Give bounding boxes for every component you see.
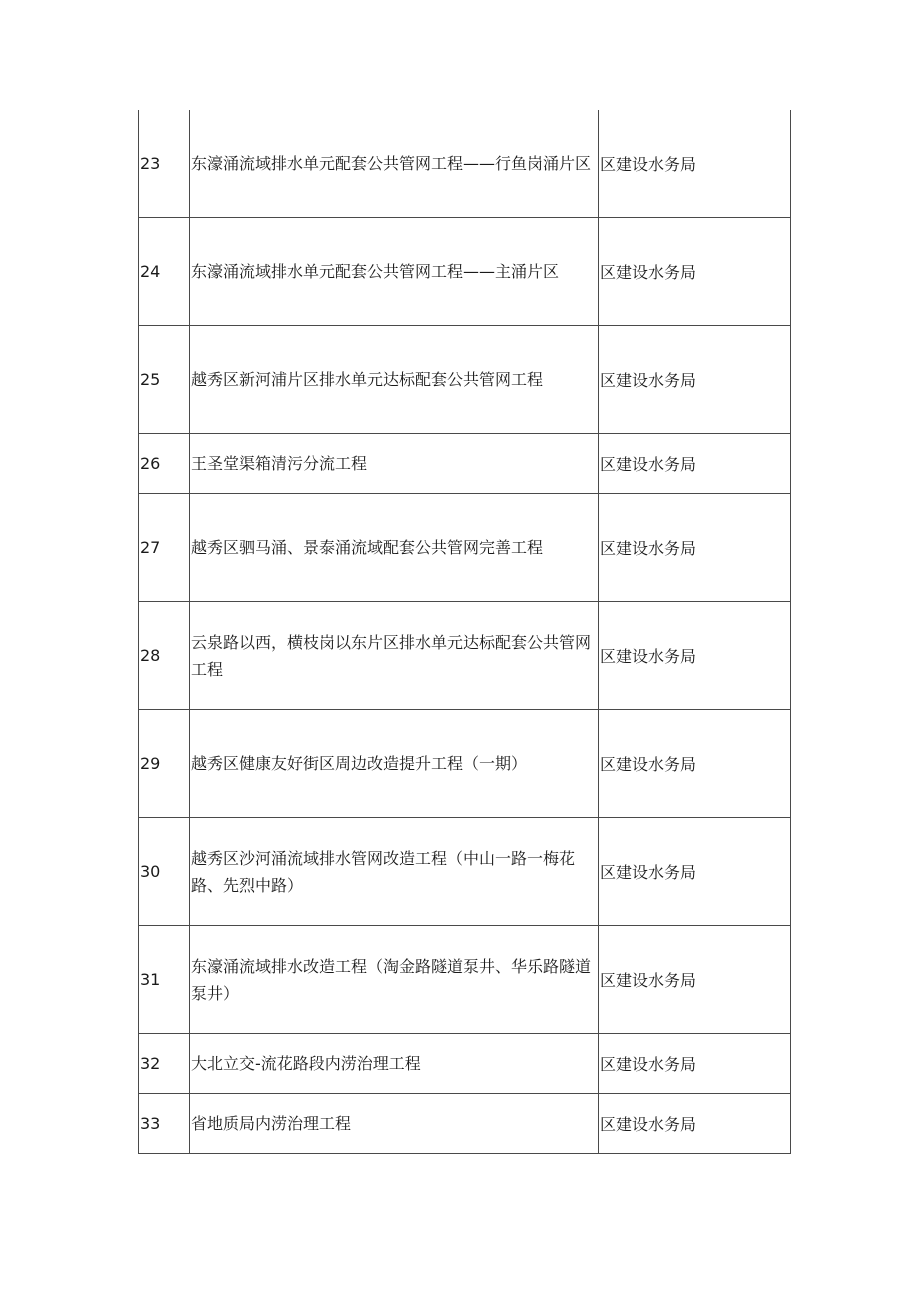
project-name <box>190 1034 599 1094</box>
table-row <box>139 602 791 710</box>
responsible-unit: 区建设水务局 <box>599 218 791 326</box>
project-table <box>138 110 791 1154</box>
project-name-text: 王圣堂渠箱清污分流工程 <box>191 454 368 473</box>
row-number: 30 <box>139 818 190 926</box>
table-row <box>139 494 791 602</box>
project-name-text: 东濠涌流域排水单元配套公共管网工程——主涌片区 <box>191 262 560 281</box>
project-name <box>190 818 599 926</box>
project-name <box>190 494 599 602</box>
project-name <box>190 434 599 494</box>
responsible-unit: 区建设水务局 <box>599 710 791 818</box>
responsible-unit: 区建设水务局 <box>599 818 791 926</box>
project-name <box>190 218 599 326</box>
project-name-text: 省地质局内涝治理工程 <box>191 1114 352 1133</box>
project-name-text: 越秀区沙河涌流域排水管网改造工程（中山一路一梅花路、先烈中路） <box>191 848 576 895</box>
project-name <box>190 602 599 710</box>
project-name-text: 东濠涌流域排水改造工程（淘金路隧道泵井、华乐路隧道泵井） <box>191 956 592 1003</box>
project-name <box>190 326 599 434</box>
table-row <box>139 818 791 926</box>
row-number: 28 <box>139 602 190 710</box>
project-name-text: 越秀区驷马涌、景泰涌流域配套公共管网完善工程 <box>191 538 544 557</box>
responsible-unit: 区建设水务局 <box>599 434 791 494</box>
project-name-text: 云泉路以西，横枝岗以东片区排水单元达标配套公共管网工程 <box>191 632 592 679</box>
table-row <box>139 710 791 818</box>
responsible-unit: 区建设水务局 <box>599 1094 791 1154</box>
project-name <box>190 1094 599 1154</box>
table-row <box>139 926 791 1034</box>
row-number: 24 <box>139 218 190 326</box>
row-number: 23 <box>139 110 190 218</box>
responsible-unit: 区建设水务局 <box>599 602 791 710</box>
responsible-unit: 区建设水务局 <box>599 326 791 434</box>
table-row <box>139 1094 791 1154</box>
row-number: 29 <box>139 710 190 818</box>
project-name-text: 越秀区新河浦片区排水单元达标配套公共管网工程 <box>191 370 544 389</box>
table-row <box>139 218 791 326</box>
project-name <box>190 926 599 1034</box>
responsible-unit: 区建设水务局 <box>599 1034 791 1094</box>
row-number: 32 <box>139 1034 190 1094</box>
project-name <box>190 710 599 818</box>
row-number: 27 <box>139 494 190 602</box>
table-row <box>139 326 791 434</box>
table-row <box>139 434 791 494</box>
table-row <box>139 110 791 218</box>
project-name-text: 越秀区健康友好街区周边改造提升工程（一期） <box>191 754 528 773</box>
table-row <box>139 1034 791 1094</box>
project-name-text: 大北立交-流花路段内涝治理工程 <box>191 1054 421 1073</box>
project-name <box>190 110 599 218</box>
responsible-unit: 区建设水务局 <box>599 926 791 1034</box>
row-number: 25 <box>139 326 190 434</box>
row-number: 31 <box>139 926 190 1034</box>
row-number: 33 <box>139 1094 190 1154</box>
row-number: 26 <box>139 434 190 494</box>
responsible-unit: 区建设水务局 <box>599 494 791 602</box>
responsible-unit: 区建设水务局 <box>599 110 791 218</box>
project-name-text: 东濠涌流域排水单元配套公共管网工程——行鱼岗涌片区 <box>191 154 592 173</box>
